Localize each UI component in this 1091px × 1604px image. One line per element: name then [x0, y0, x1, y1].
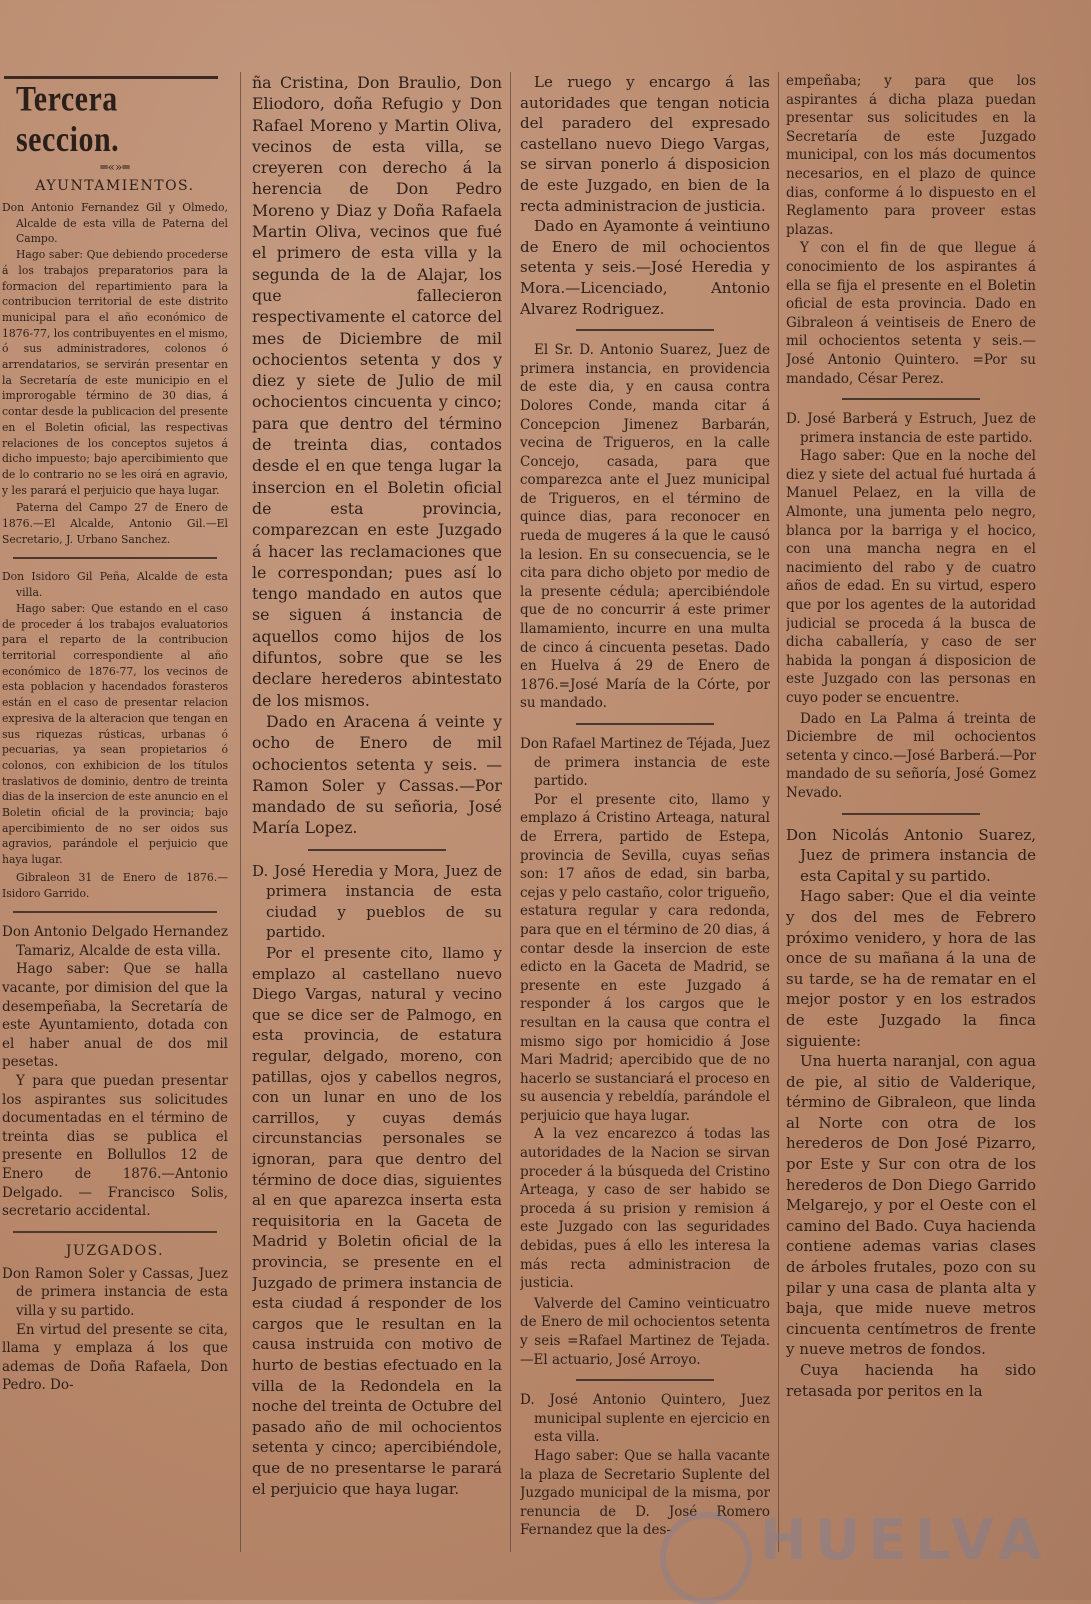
column-rule — [510, 72, 511, 1552]
notice-body: Hago saber: Que debiendo procederse á los trabajos preparatorios para la formacion del repartimiento para la contribucion territorial de este distrito municipal para el año económico de 1876-77, los contribuyentes en el mismo, ó sus administradores, colonos ó arrendatarios, se servirán presentar en la Secretaría de este municipio en el improrogable término de 30 dias, á contar desde la publicacion del presente en el Boletin oficial, las respectivas relaciones de los conceptos sujetos á dicho impuesto; bajo apercibimiento que de lo contrario no se les oirá en agravio, y les parará el perjuicio que haya lugar. — [2, 248, 228, 497]
heading-juzgados: JUZGADOS. — [65, 1242, 165, 1259]
watermark-seal — [660, 1512, 752, 1604]
notice-heading: Don Ramon Soler y Cassas, Juez de primera instancia de esta villa y su partido. — [2, 1265, 228, 1319]
notice-body: El Sr. D. Antonio Suarez, Juez de primera instancia, en providencia de este dia, y en causa contra Dolores Conde, manda citar á Concepcion Jimenez Barbarán, vecina de Trigueros, en la calle Concejo, casada, para que comparezca ante el Juez municipal de Trigueros, en el término de quince dias, para reconocer en rueda de mugeres á la que le causó la lesion. En su consecuencia, se le cita para dicho objeto por medio de la presente cédula; apercibiéndole que de no concurrir á este primer llamamiento, incurre en una multa de cinco á cincuenta pesetas. Dado en Huelva á 29 de Enero de 1876.=José María de la Córte, por su mandado. — [520, 342, 770, 712]
notice-signature: Valverde del Camino veinticuatro de Enero de mil ochocientos setenta y seis =Rafael Martinez de Tejada.—El actuario, José Arroyo. — [520, 1295, 770, 1368]
notice-heading: Don Antonio Delgado Hernandez Tamariz, Alcalde de esta villa. — [2, 924, 228, 959]
column-rule — [240, 72, 241, 1552]
separator — [842, 813, 980, 815]
notice-body: Hago saber: Que se halla vacante la plaza de Secretario Suplente del Juzgado municipal de la misma, por renuncia de D. José Romero Fernandez que la des- — [520, 1447, 770, 1539]
notice-heading: Don Antonio Fernandez Gil y Olmedo, Alcalde de esta villa de Paterna del Campo. — [2, 201, 228, 246]
separator — [576, 1379, 714, 1381]
watermark: HUELVA — [760, 1508, 1050, 1573]
separator — [13, 911, 216, 913]
notice-signature: Dado en Ayamonte á veintiuno de Enero de mil ochocientos setenta y seis.—José Heredia y Mora.—Licenciado, Antonio Alvarez Rodriguez. — [520, 217, 770, 318]
column-3 — [520, 72, 770, 1592]
notice-body: Y para que puedan presentar los aspirantes sus solicitudes documentadas en el término de treinta dias se publica el presente en Bollullos 12 de Enero de 1876.—Antonio Delgado. — Francisco Solis, secretario accidental. — [2, 1072, 228, 1220]
notice-body: En virtud del presente se cita, llama y emplaza á los que ademas de Doña Rafaela, Don Pedro. Do- — [2, 1321, 228, 1394]
separator — [13, 1231, 216, 1233]
separator — [13, 557, 216, 559]
notice-body: A la vez encarezco á todas las autoridades de la Nacion se sirvan proceder á la búsqueda del Cristino Arteaga, y caso de ser habido se proceda á su prision y remision á este Juzgado con las seguridades debidas, pues á ello les interesa la más recta administracion de justicia. — [520, 1126, 770, 1292]
notice-signature: Dado en Aracena á veinte y ocho de Enero de mil ochocientos setenta y seis. —Ramon Soler y Cassas.—Por mandado de su señoria, José María Lopez. — [252, 711, 502, 838]
notice-heading: Don Isidoro Gil Peña, Alcalde de esta villa. — [2, 570, 228, 600]
notice-body: Hago saber: Que el dia veinte y dos del mes de Febrero próximo venidero, y hora de las once de su mañana á la una de su tarde, se ha de rematar en el mejor postor y en los estrados de este Juzgado la finca siguiente: — [786, 887, 1036, 1050]
notice-body: Le ruego y encargo á las autoridades que tengan noticia del paradero del expresado castellano nuevo Diego Vargas, se sirvan ponerlo á disposicion de este Juzgado, en bien de la recta administracion de justicia. — [520, 73, 770, 215]
separator — [308, 849, 446, 851]
notice-body: Hago saber: Que estando en el caso de proceder á los trabajos evaluatorios para el reparto de la contribucion territorial correspondiente al año económico de 1876-77, los vecinos de esta poblacion y hacendados forasteros están en el caso de presentar relacion expresiva de la alteracion que tengan en sus riquezas rústicas, urbanas ó pecuarias, ya sean propietarios ó colonos, con exhibicion de los títulos traslativos de dominio, dentro de treinta dias de la insercion de este anuncio en el Boletin oficial de la provincia; bajo apercibimiento de no ser oidos sus agravios, parándole el perjuicio que haya lugar. — [2, 601, 228, 867]
notice-body: empeñaba; y para que los aspirantes á dicha plaza puedan presentar sus solicitudes en la Secretaría de este Juzgado municipal, con los más documentos necesarios, en el plazo de quince dias, conforme á lo dispuesto en el Reglamento para proveer estas plazas. — [786, 73, 1036, 238]
notice-body: Una huerta naranjal, con agua de pie, al sitio de Valderique, término de Gibraleon, que linda al Norte con otra de los herederos de Don José Pizarro, por Este y Sur con otra de los herederos de Don Diego Garrido Melgarejo, y por el Oeste con el camino del Bado. Cuya hacienda contiene ademas varias clases de árboles frutales, pozo con su pilar y una casa de planta alta y baja, que mide nueve metros cincuenta centímetros de frente y nueve metros de fondos. — [786, 1052, 1036, 1359]
notice-body: Por el presente cito, llamo y emplazo al castellano nuevo Diego Vargas, natural y vecino que se dice ser de Palmogo, en esta provincia, de estatura regular, delgado, moreno, con patillas, ojos y cabellos negros, con un lunar en uno de los carrillos, y cuyas demás circunstancias personales se ignoran, para que dentro del término de doce dias, siguientes al en que aparezca inserta esta requisitoria en la Gaceta de Madrid y Boletin oficial de la provincia, se presente en el Juzgado de primera instancia de esta ciudad á responder de los cargos que le resultan en la causa instruida con motivo de hurto de bestias efectuado en la villa de la Redondela en la noche del treinta de Octubre del pasado año de mil ochocientos setenta y cinco; apercibiéndole, que de no presentarse le parará el perjuicio que haya lugar. — [252, 944, 502, 1498]
notice-body: Por el presente cito, llamo y emplazo á Cristino Arteaga, natural de Errera, partido de Estepa, provincia de Sevilla, cuyas señas son: 17 años de edad, sin barba, cejas y pelo castaño, color trigueño, estatura regular y cara redonda, para que en el término de 20 dias, á contar desde la insercion de este edicto en la Gaceta de Madrid, se presente en este Juzgado á responder á los cargos que le resultan en la causa que contra el mismo sigo por homicidio á Jose Mari Madrid; apercibido que de no hacerlo se sustanciará el proceso en su ausencia y rebeldía, parándole el perjuicio que haya lugar. — [520, 791, 770, 1124]
notice-heading: Don Nicolás Antonio Suarez, Juez de primera instancia de esta Capital y su partido. — [786, 825, 1036, 885]
separator — [576, 329, 714, 331]
notice-body: ña Cristina, Don Braulio, Don Eliodoro, doña Refugio y Don Rafael Moreno y Martin Oliva, vecinos de esta villa, se creyeren con derecho á la herencia de Don Pedro Moreno y Diaz y Doña Rafaela Martin Oliva, vecinos que fué el primero de esta villa y la segunda de la de Alajar, los que fallecieron respectivamente el catorce del mes de Diciembre de mil ochocientos setenta y dos y diez y siete de Julio de mil ochocientos cincuenta y cinco; para que dentro del término de treinta dias, contados desde el en que tenga lugar la insercion en el Boletin oficial de esta provincia, comparezcan en este Juzgado á hacer las reclamaciones que le correspondan; pues así lo tengo mandado en autos que se siguen á instancia de aquellos como hijos de los difuntos, sobre que se les declare herederos abintestato de los mismos. — [252, 73, 502, 710]
notice-body: Hago saber: Que se halla vacante, por dimision del que la desempeñaba, la Secretaría de este Ayuntamiento, dotada con el haber anual de dos mil pesetas. — [2, 961, 228, 1071]
separator — [576, 723, 714, 725]
separator — [842, 398, 980, 400]
notice-heading: Don Rafael Martinez de Téjada, Juez de primera instancia de este partido. — [520, 736, 770, 790]
column-4 — [786, 72, 1036, 1592]
notice-heading: D. José Barberá y Estruch, Juez de primera instancia de este partido. — [786, 411, 1036, 446]
notice-signature: Paterna del Campo 27 de Enero de 1876.—El Alcalde, Antonio Gil.—El Secretario, J. Urbano Sanchez. — [2, 501, 228, 546]
notice-signature: Y con el fin de que llegue á conocimiento de los aspirantes á ella se fija el presente en el Boletin oficial de esta provincia. Dado en Gibraleon á veintiseis de Enero de mil ochocientos setenta y seis.—José Antonio Quintero. =Por su mandado, César Perez. — [786, 240, 1036, 387]
notice-body: Cuya hacienda ha sido retasada por peritos en la — [786, 1361, 1036, 1400]
notice-heading: D. José Antonio Quintero, Juez municipal suplente en ejercicio en esta villa. — [520, 1392, 770, 1446]
section-title: Tercera seccion. — [16, 79, 120, 160]
notice-signature: Dado en La Palma á treinta de Diciembre de mil ochocientos setenta y cinco.—José Barberá.—Por mandado de su señoría, José Gomez Nevado. — [786, 710, 1036, 801]
notice-heading: D. José Heredia y Mora, Juez de primera instancia de esta ciudad y pueblos de su partido. — [252, 861, 502, 942]
column-1 — [2, 72, 228, 1592]
notice-body: Hago saber: Que en la noche del diez y siete del actual fué hurtada á Manuel Pelaez, en la villa de Almonte, una jumenta pelo negro, blanca por la barriga y el hocico, con una mancha negra en el nacimiento del rabo y de cuatro años de edad. En su virtud, espero que por los agentes de la autoridad judicial se proceda á la busca de dicha caballería, y caso de ser habida la pongan á disposicion de este Juzgado con las personas en cuyo poder se encuentre. — [786, 448, 1036, 706]
notice-signature: Gibraleon 31 de Enero de 1876.—Isidoro Garrido. — [2, 870, 228, 900]
column-rule — [778, 72, 779, 1552]
heading-ayuntamientos: AYUNTAMIENTOS. — [35, 178, 195, 194]
column-2 — [252, 72, 502, 1592]
ornament: ═«»═ — [100, 160, 130, 174]
